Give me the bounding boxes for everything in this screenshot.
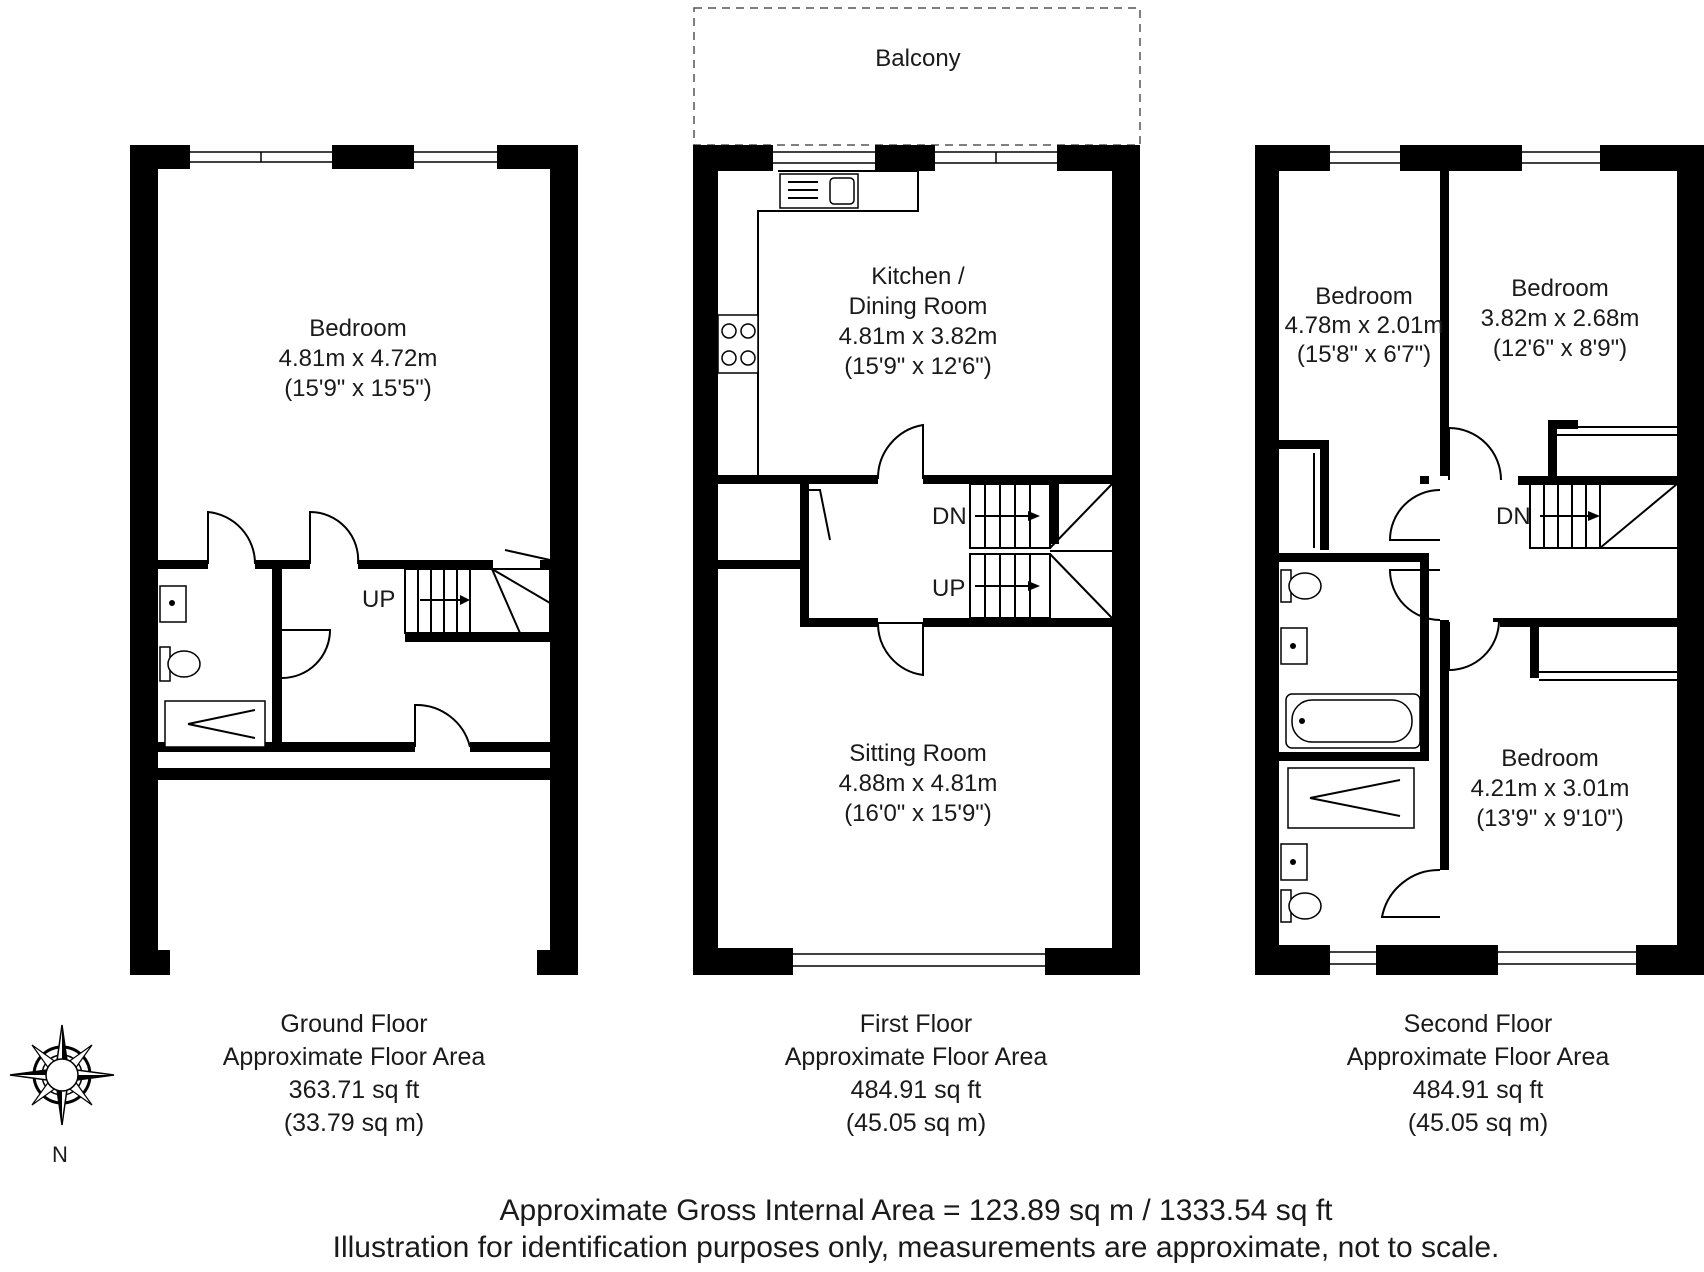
- ground-floor-sqm: (33.79 sq m): [283, 1109, 425, 1137]
- door: [310, 512, 358, 564]
- shower-tray: [165, 701, 265, 747]
- door: [878, 425, 923, 479]
- second-floor-sqm: (45.05 sq m): [1407, 1109, 1549, 1137]
- first-stairs-up-label: UP: [932, 575, 966, 602]
- compass-rose-icon: [10, 1025, 114, 1125]
- ground-floor-area-label: Approximate Floor Area: [222, 1043, 486, 1071]
- first-stairs-dn-label: DN: [932, 503, 967, 530]
- ground-bedroom-metric: 4.81m x 4.72m: [278, 345, 438, 372]
- first-floor-title: First Floor: [859, 1010, 973, 1038]
- window: [1330, 152, 1400, 163]
- second-floor-plan: [1255, 145, 1704, 975]
- washbasin: [160, 586, 186, 622]
- bedroom-a-metric: 4.78m x 2.01m: [1284, 312, 1444, 339]
- door: [1382, 870, 1440, 917]
- door: [1390, 490, 1440, 540]
- window: [793, 954, 1045, 966]
- window: [1498, 952, 1636, 964]
- window: [935, 152, 1057, 163]
- toilet: [1281, 570, 1321, 602]
- second-stairs-dn-label: DN: [1496, 503, 1531, 530]
- door: [809, 490, 830, 540]
- door: [1390, 570, 1440, 620]
- door: [1449, 428, 1501, 480]
- kitchen-name-line2: Dining Room: [848, 293, 988, 320]
- door: [415, 705, 470, 747]
- second-floor-title: Second Floor: [1403, 1010, 1553, 1038]
- ground-floor-title: Ground Floor: [280, 1010, 428, 1038]
- ground-stairs-up-label: UP: [362, 586, 396, 613]
- ground-bedroom-name: Bedroom: [309, 315, 407, 342]
- bedroom-c-name: Bedroom: [1501, 745, 1599, 772]
- balcony-outline: [694, 8, 1140, 145]
- bedroom-b-name: Bedroom: [1511, 275, 1609, 302]
- kitchen-imperial: (15'9" x 12'6"): [844, 353, 992, 380]
- ground-bedroom-imperial: (15'9" x 15'5"): [284, 375, 432, 402]
- door: [208, 512, 255, 564]
- window: [190, 152, 332, 162]
- bedroom-c-imperial: (13'9" x 9'10"): [1476, 805, 1624, 832]
- bedroom-b-imperial: (12'6" x 8'9"): [1492, 335, 1628, 362]
- ground-floor-sqft: 363.71 sq ft: [288, 1076, 420, 1104]
- bedroom-c-metric: 4.21m x 3.01m: [1470, 775, 1630, 802]
- window: [414, 152, 497, 162]
- bedroom-a-name: Bedroom: [1315, 283, 1413, 310]
- window: [1522, 152, 1600, 163]
- second-floor-area-label: Approximate Floor Area: [1346, 1043, 1610, 1071]
- compass-north-label: N: [52, 1142, 68, 1167]
- bathtub: [1286, 694, 1420, 748]
- toilet: [160, 647, 200, 681]
- sitting-room-name: Sitting Room: [849, 740, 987, 767]
- first-floor-sqm: (45.05 sq m): [845, 1109, 987, 1137]
- gross-internal-area: Approximate Gross Internal Area = 123.89 sq m / 1333.54 sq ft: [499, 1194, 1333, 1227]
- sitting-room-imperial: (16'0" x 15'9"): [844, 800, 992, 827]
- window: [1330, 952, 1376, 964]
- washbasin: [1281, 844, 1307, 880]
- second-floor-sqft: 484.91 sq ft: [1412, 1076, 1544, 1104]
- door: [878, 623, 923, 675]
- first-floor-sqft: 484.91 sq ft: [850, 1076, 982, 1104]
- balcony-label: Balcony: [875, 45, 961, 72]
- door: [282, 630, 330, 678]
- disclaimer: Illustration for identification purposes only, measurements are approximate, not to scale.: [332, 1231, 1500, 1264]
- kitchen-metric: 4.81m x 3.82m: [838, 323, 998, 350]
- window: [773, 152, 875, 163]
- kitchen-name-line1: Kitchen /: [871, 263, 965, 290]
- staircase: [1530, 484, 1677, 548]
- ground-floor-plan: [130, 145, 578, 975]
- hob: [718, 315, 758, 373]
- sitting-room-metric: 4.88m x 4.81m: [838, 770, 998, 797]
- toilet: [1281, 890, 1321, 922]
- first-floor-area-label: Approximate Floor Area: [784, 1043, 1048, 1071]
- bedroom-b-metric: 3.82m x 2.68m: [1480, 305, 1640, 332]
- staircase: [970, 484, 1112, 618]
- first-floor-plan: [693, 8, 1140, 975]
- door: [1449, 622, 1499, 670]
- bedroom-a-imperial: (15'8" x 6'7"): [1296, 341, 1432, 368]
- shower-tray: [1288, 768, 1414, 828]
- washbasin: [1281, 628, 1307, 664]
